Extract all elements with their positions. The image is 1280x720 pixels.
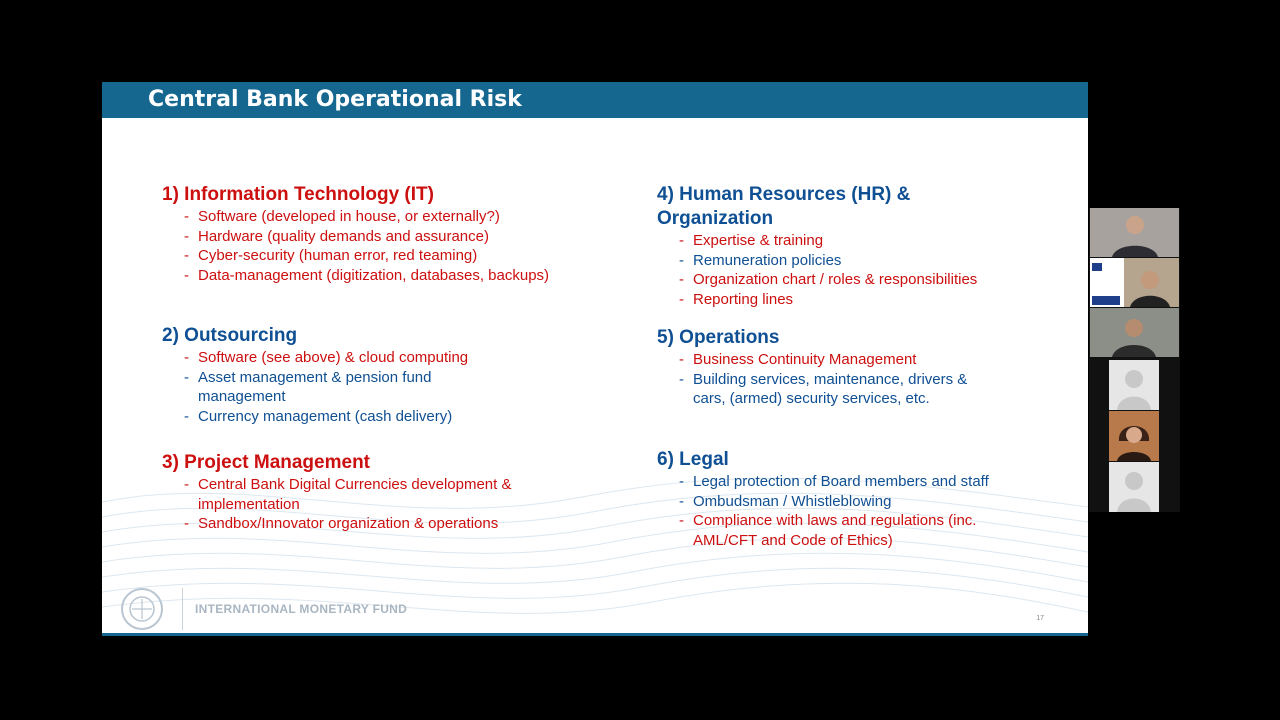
- section-human-resources: [657, 183, 977, 309]
- dash-bullet-icon: -: [679, 351, 684, 368]
- bullet-item: [162, 266, 549, 286]
- bullet-text: Expertise & training: [693, 232, 824, 249]
- bullet-text: Data-management (digitization, databases, backups): [198, 266, 550, 284]
- section-information-technology: [162, 183, 549, 285]
- bullet-item: [657, 492, 989, 512]
- dash-bullet-icon: -: [679, 473, 684, 490]
- bullet-list: [162, 207, 549, 285]
- bullet-list: [162, 475, 511, 534]
- bullet-item: [657, 350, 967, 370]
- section-heading: 3) Project Management: [162, 452, 370, 473]
- bullet-text: Cyber-security (human error, red teaming): [198, 247, 478, 264]
- footer-divider: [182, 588, 183, 630]
- bullet-item: [657, 290, 977, 310]
- dash-bullet-icon: -: [679, 492, 684, 510]
- bullet-item: [162, 368, 468, 407]
- slide-header-bar: [102, 82, 1088, 118]
- participant-video-tile[interactable]: [1090, 258, 1179, 307]
- bullet-text: cars, (armed) security services, etc.: [693, 390, 930, 407]
- dash-bullet-icon: -: [184, 247, 189, 264]
- bullet-item: [162, 514, 511, 534]
- bullet-item: [162, 348, 468, 368]
- imf-seal-logo: [114, 587, 170, 631]
- participant-camera-feed: [1090, 308, 1179, 357]
- dash-bullet-icon: -: [679, 251, 684, 269]
- dash-bullet-icon: -: [679, 271, 684, 288]
- bullet-text: Legal protection of Board members and staff: [693, 473, 989, 490]
- section-heading: 6) Legal: [657, 449, 729, 470]
- bullet-item: [657, 251, 977, 271]
- dash-bullet-icon: -: [679, 512, 684, 529]
- participant-video-tile[interactable]: [1090, 208, 1179, 257]
- bullet-text: Building services, maintenance, drivers &: [693, 370, 968, 388]
- section-heading: 1) Information Technology (IT): [162, 184, 434, 205]
- dash-bullet-icon: -: [184, 208, 189, 225]
- bullet-item: [162, 246, 549, 266]
- bullet-list: [657, 231, 977, 309]
- bullet-list: [657, 350, 967, 409]
- video-participants-panel: [1089, 208, 1180, 512]
- participant-camera-feed: [1090, 258, 1179, 307]
- user-placeholder-icon: [1109, 360, 1159, 410]
- participant-avatar-tile[interactable]: [1109, 462, 1159, 512]
- user-placeholder-icon: [1109, 462, 1159, 512]
- slide-title: Central Bank Operational Risk: [148, 87, 522, 112]
- dash-bullet-icon: -: [679, 232, 684, 249]
- bullet-text: Reporting lines: [693, 290, 794, 308]
- bullet-item: [657, 231, 977, 251]
- bullet-text: Currency management (cash delivery): [198, 407, 453, 425]
- bullet-text: Remuneration policies: [693, 251, 842, 269]
- section-project-management: [162, 451, 511, 534]
- participant-video-tile[interactable]: [1090, 308, 1179, 357]
- bullet-text: Ombudsman / Whistleblowing: [693, 492, 892, 510]
- dash-bullet-icon: -: [184, 407, 189, 425]
- participant-camera-feed: [1090, 208, 1179, 257]
- bullet-list: [657, 472, 989, 550]
- dash-bullet-icon: -: [184, 515, 189, 532]
- dash-bullet-icon: -: [184, 368, 189, 386]
- dash-bullet-icon: -: [679, 290, 684, 308]
- bullet-item: [657, 370, 967, 409]
- bullet-item: [162, 227, 549, 247]
- bullet-text: Hardware (quality demands and assurance): [198, 227, 489, 245]
- bullet-item: [162, 407, 468, 427]
- dash-bullet-icon: -: [184, 266, 189, 284]
- dash-bullet-icon: -: [184, 349, 189, 366]
- slide-page-number: 17: [1036, 615, 1044, 622]
- bullet-text: management: [198, 388, 286, 405]
- bullet-item: [657, 270, 977, 290]
- bullet-text: Software (developed in house, or externally?): [198, 208, 500, 225]
- bullet-item: [657, 511, 989, 550]
- section-legal: [657, 448, 989, 550]
- bullet-text: Organization chart / roles & responsibilities: [693, 271, 978, 288]
- bullet-list: [162, 348, 468, 426]
- bullet-item: [162, 207, 549, 227]
- section-outsourcing: [162, 324, 468, 426]
- section-heading: 2) Outsourcing: [162, 325, 298, 346]
- bullet-text: Central Bank Digital Currencies development &: [198, 476, 512, 493]
- section-heading: 4) Human Resources (HR) &: [657, 184, 911, 205]
- participant-avatar-tile[interactable]: [1109, 360, 1159, 410]
- bullet-text: Software (see above) & cloud computing: [198, 349, 469, 366]
- dash-bullet-icon: -: [184, 476, 189, 493]
- participant-video-tile[interactable]: [1109, 411, 1159, 461]
- section-heading: 5) Operations: [657, 327, 780, 348]
- dash-bullet-icon: -: [679, 370, 684, 388]
- bullet-text: Business Continuity Management: [693, 351, 917, 368]
- bullet-text: Asset management & pension fund: [198, 368, 432, 386]
- bullet-text: Sandbox/Innovator organization & operations: [198, 515, 499, 532]
- bullet-text: Compliance with laws and regulations (inc.: [693, 512, 977, 529]
- presentation-slide: [102, 82, 1088, 636]
- bullet-text: AML/CFT and Code of Ethics): [693, 531, 893, 549]
- dash-bullet-icon: -: [184, 227, 189, 245]
- bullet-item: [657, 472, 989, 492]
- footer-organization-name: INTERNATIONAL MONETARY FUND: [195, 602, 408, 616]
- section-heading-continued: Organization: [657, 208, 774, 229]
- bullet-text: implementation: [198, 495, 300, 513]
- section-operations: [657, 326, 967, 409]
- bullet-item: [162, 475, 511, 514]
- slide-bottom-bar: [102, 633, 1088, 636]
- participant-camera-feed: [1109, 411, 1159, 461]
